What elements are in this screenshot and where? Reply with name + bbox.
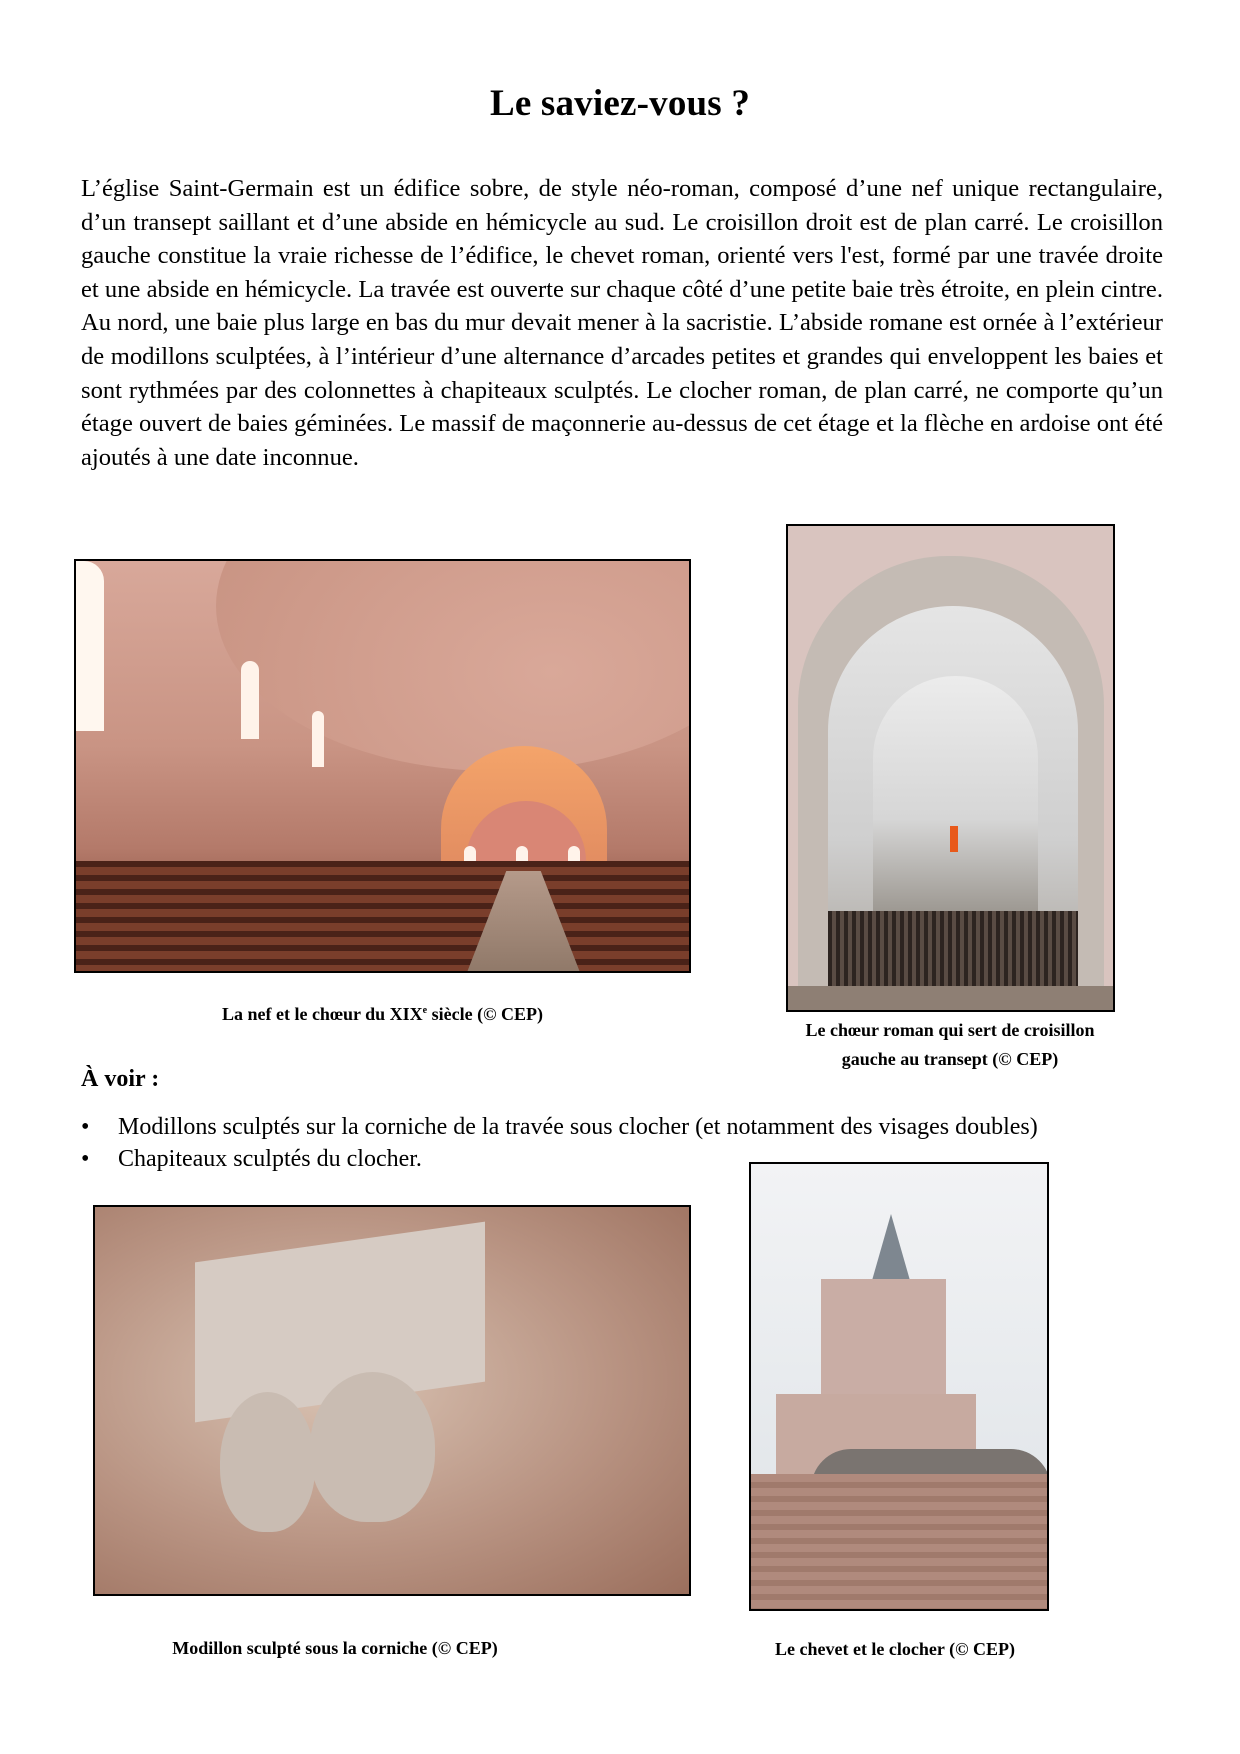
caption-bell-tower: Le chevet et le clocher (© CEP) xyxy=(774,1639,1016,1659)
window xyxy=(312,711,324,767)
spire xyxy=(871,1214,911,1284)
caption-nave xyxy=(74,996,691,1029)
page-title: Le saviez-vous ? xyxy=(489,83,751,124)
stained-glass xyxy=(950,826,958,852)
carved-face xyxy=(310,1372,435,1522)
window xyxy=(76,561,104,731)
photo-nave-interior xyxy=(74,559,691,973)
caption-line: gauche au transept (© CEP) xyxy=(841,1049,1059,1069)
railing xyxy=(828,911,1078,986)
apse-wall xyxy=(751,1474,1049,1611)
photo-sculpted-corbel xyxy=(93,1205,691,1596)
list-item-text: Chapiteaux sculptés du clocher. xyxy=(118,1146,422,1172)
window xyxy=(241,661,259,739)
floor xyxy=(788,986,1115,1012)
list-item-text: Modillons sculptés sur la corniche de la travée sous clocher (et notamment des visages doubles) xyxy=(118,1114,1038,1140)
intro-paragraph: L’église Saint-Germain est un édifice sobre, de style néo-roman, composé d’une nef unique rectangulaire, d’un transept saillant et d’une abside en hémicycle au sud. Le croisillon droit est de plan carré. Le croisillon gauche constitue la vraie richesse de l’édifice, le chevet roman, orienté vers l'est, formé par une travée droite et une abside en hémicycle. La travée est ouverte sur chaque côté d’une petite baie très étroite, en plein cintre. Au nord, une baie plus large en bas du mur devait mener à la sacristie. L’abside romane est ornée à l’extérieur de modillons sculptées, à l’intérieur d’une alternance d’arcades petites et grandes qui enveloppent les baies et sont rythmées par des colonnettes à chapiteaux sculptés. Le clocher roman, de plan carré, ne comporte qu’un étage ouvert de baies géminées. Le massif de maçonnerie au-dessus de cet étage et la flèche en ardoise ont été ajoutés à une date inconnue. xyxy=(81,175,1163,471)
apse xyxy=(873,676,1038,936)
photo-bell-tower xyxy=(749,1162,1049,1611)
caption-corbel: Modillon sculpté sous la corniche (© CEP) xyxy=(172,1638,498,1658)
pews xyxy=(76,861,691,973)
caption-text: siècle (© CEP) xyxy=(427,1004,544,1024)
section-heading-a-voir: À voir : xyxy=(81,1066,160,1092)
bullet-icon: • xyxy=(81,1114,90,1140)
bullet-icon: • xyxy=(81,1146,90,1172)
vault-ceiling xyxy=(216,559,691,771)
carved-face xyxy=(220,1392,315,1532)
caption-choir xyxy=(760,1016,1140,1074)
list-item xyxy=(81,1111,1181,1143)
photo-romanesque-choir xyxy=(786,524,1115,1012)
caption-text: La nef et le chœur du XIX xyxy=(221,1004,423,1024)
caption-line: Le chœur roman qui sert de croisillon xyxy=(805,1020,1095,1040)
caption-superscript: e xyxy=(422,1005,428,1016)
